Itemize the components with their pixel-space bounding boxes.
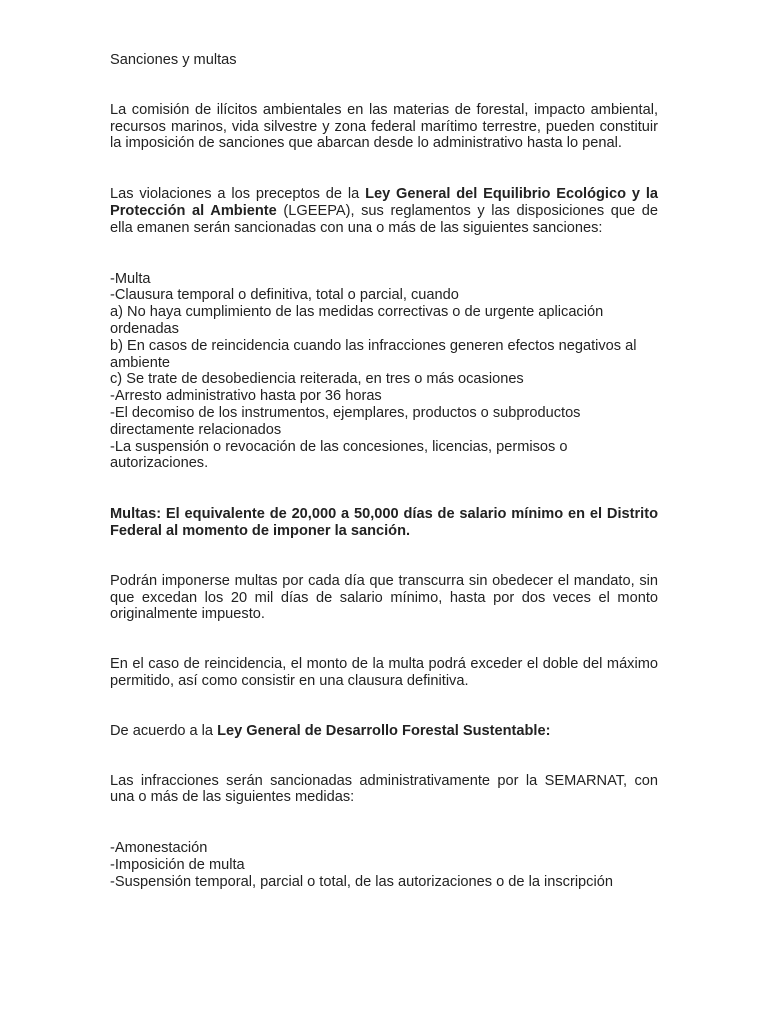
paragraph-ilicitos: La comisión de ilícitos ambientales en las materias de forestal, impacto ambiental, recursos marinos, vida silvestre y zona federal marítimo terrestre, pueden constituir la imposición de sanciones que abarcan desde lo administrativo hasta lo penal. [110, 101, 658, 152]
list-item: -Amonestación [110, 840, 208, 857]
measures-list [110, 840, 658, 890]
paragraph-multas-diarias: Podrán imponerse multas por cada día que transcurra sin obedecer el mandato, sin que excedan los 20 mil días de salario mínimo, hasta por dos veces el monto originalmente impuesto. [110, 572, 658, 623]
paragraph-lgdfs-pre: De acuerdo a la [110, 722, 218, 739]
paragraph-multas-bold: Multas: El equivalente de 20,000 a 50,000 días de salario mínimo en el Distrito Federal al momento de imponer la sanción. [110, 506, 658, 539]
list-item: a) No haya cumplimiento de las medidas correctivas o de urgente aplicación ordenadas [110, 304, 604, 337]
law-name-lgdfs: Ley General de Desarrollo Forestal Sustentable: [217, 722, 551, 739]
paragraph-lgeepa [110, 186, 658, 236]
list-item: -La suspensión o revocación de las concesiones, licencias, permisos o autorizaciones. [110, 438, 568, 472]
paragraph-semarnat: Las infracciones serán sancionadas administrativamente por la SEMARNAT, con una o más de las siguientes medidas: [110, 772, 658, 806]
law-name-lgeepa: Ley General del Equilibrio Ecológico y la Protección al Ambiente [110, 186, 658, 219]
list-item: -Imposición de multa [110, 856, 245, 873]
sanctions-list [110, 271, 658, 473]
list-item: c) Se trate de desobediencia reiterada, en tres o más ocasiones [110, 371, 524, 388]
document-title: Sanciones y multas [110, 52, 237, 68]
list-item: b) En casos de reincidencia cuando las infracciones generen efectos negativos al ambiente [110, 337, 637, 371]
list-item: -Arresto administrativo hasta por 36 horas [110, 388, 382, 405]
paragraph-reincidencia: En el caso de reincidencia, el monto de la multa podrá exceder el doble del máximo permitido, así como consistir en una clausura definitiva. [110, 656, 658, 689]
paragraph-lgeepa-post: (LGEEPA), sus reglamentos y las disposiciones que de ella emanen serán sancionadas con una o más de las siguientes sanciones: [110, 202, 658, 236]
paragraph-lgdfs [110, 723, 658, 740]
list-item: -Suspensión temporal, parcial o total, de las autorizaciones o de la inscripción [110, 873, 613, 890]
list-item: -Multa [110, 270, 151, 287]
list-item: -Clausura temporal o definitiva, total o parcial, cuando [110, 287, 459, 304]
document-page [110, 52, 658, 891]
paragraph-lgeepa-pre: Las violaciones a los preceptos de la [110, 186, 366, 203]
list-item: -El decomiso de los instrumentos, ejemplares, productos o subproductos directamente relacionados [110, 404, 581, 438]
